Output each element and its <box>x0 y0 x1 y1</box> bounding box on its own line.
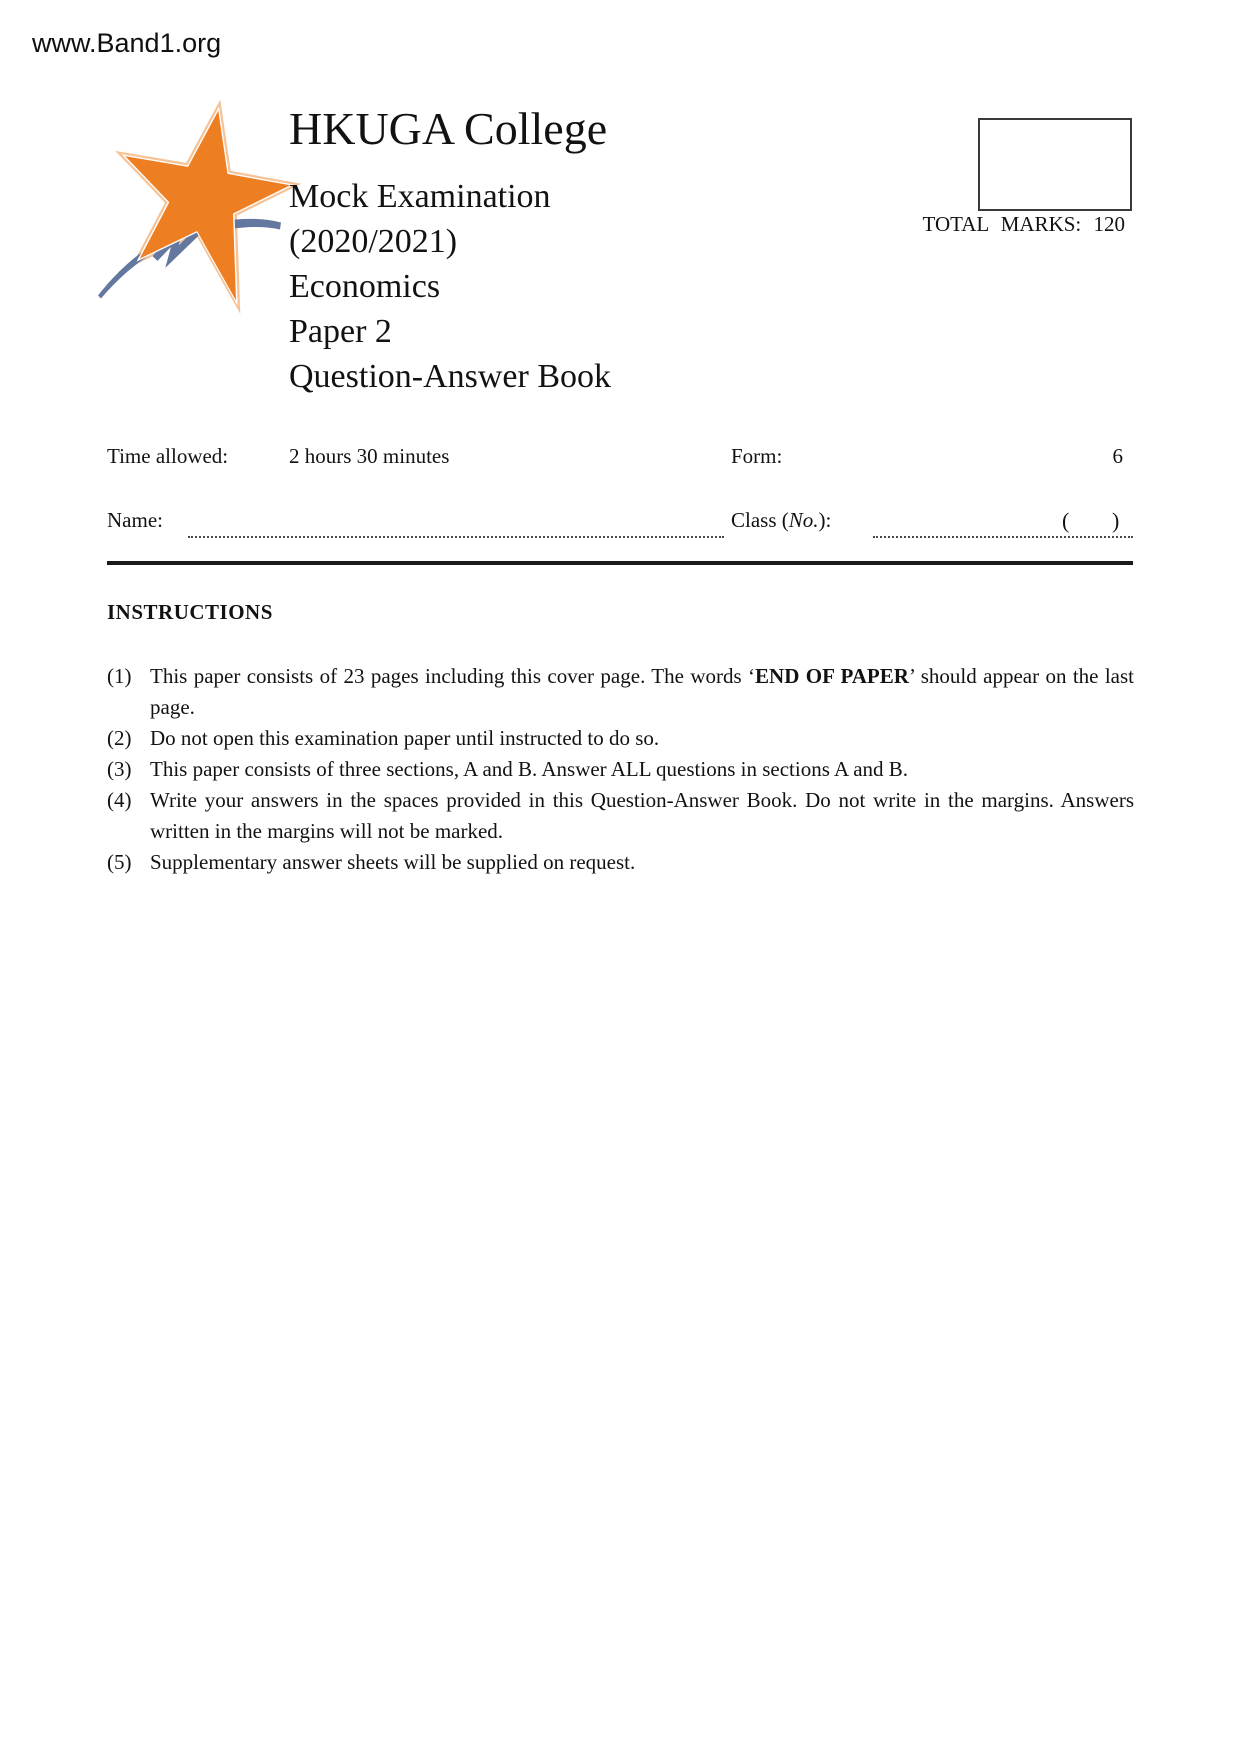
instructions-list <box>107 661 1134 878</box>
form-label: Form: <box>731 444 783 468</box>
instruction-number: (1) <box>107 664 132 688</box>
class-label: Class (No.): <box>731 508 832 532</box>
instruction-item <box>107 754 1134 785</box>
total-marks-label: TOTAL MARKS: <box>922 212 1082 236</box>
instruction-number: (5) <box>107 850 132 874</box>
instruction-item <box>107 785 1134 847</box>
instruction-number: (4) <box>107 788 132 812</box>
header-divider-rule <box>107 561 1133 565</box>
instruction-item <box>107 661 1134 723</box>
total-marks-box <box>978 118 1132 211</box>
site-watermark-text: www.Band1.org <box>32 28 222 58</box>
instruction-bold-phrase: END OF PAPER <box>755 664 909 688</box>
exam-title-line: Question-Answer Book <box>289 358 612 395</box>
instruction-text: This paper consists of 23 pages including this cover page. The words ‘END OF PAPER’ should appear on the last page. <box>150 664 1135 719</box>
class-fill-line <box>873 508 1133 538</box>
exam-title-line: Mock Examination <box>289 178 551 215</box>
exam-title-block <box>289 174 611 399</box>
name-fill-line <box>188 508 724 538</box>
instruction-text: Do not open this examination paper until instructed to do so. <box>150 726 660 750</box>
class-label-no: No. <box>788 508 819 532</box>
name-label: Name: <box>107 508 163 532</box>
instruction-number: (3) <box>107 757 132 781</box>
instruction-text: This paper consists of three sections, A and B. Answer ALL questions in sections A and B. <box>150 757 909 781</box>
exam-title-line: Economics <box>289 268 441 305</box>
form-value: 6 <box>1112 444 1123 468</box>
school-logo <box>98 100 293 310</box>
instruction-text: Supplementary answer sheets will be supplied on request. <box>150 850 636 874</box>
instruction-number: (2) <box>107 726 132 750</box>
class-paren-open: ( <box>1062 508 1070 533</box>
total-marks-line <box>923 212 1126 237</box>
instruction-item <box>107 723 1134 754</box>
school-name: HKUGA College <box>289 103 608 154</box>
time-allowed-label: Time allowed: <box>107 444 229 468</box>
star-icon <box>125 111 290 301</box>
exam-title-line: (2020/2021) <box>289 223 458 260</box>
exam-title-line: Paper 2 <box>289 313 392 350</box>
instruction-text: Write your answers in the spaces provided in this Question-Answer Book. Do not write in the margins. Answers written in the margins will not be marked. <box>150 788 1134 843</box>
instruction-item <box>107 847 1134 878</box>
time-allowed-value: 2 hours 30 minutes <box>289 444 450 468</box>
class-paren-close: ) <box>1112 508 1120 533</box>
total-marks-value: 120 <box>1093 212 1125 236</box>
instructions-heading: INSTRUCTIONS <box>107 600 273 624</box>
